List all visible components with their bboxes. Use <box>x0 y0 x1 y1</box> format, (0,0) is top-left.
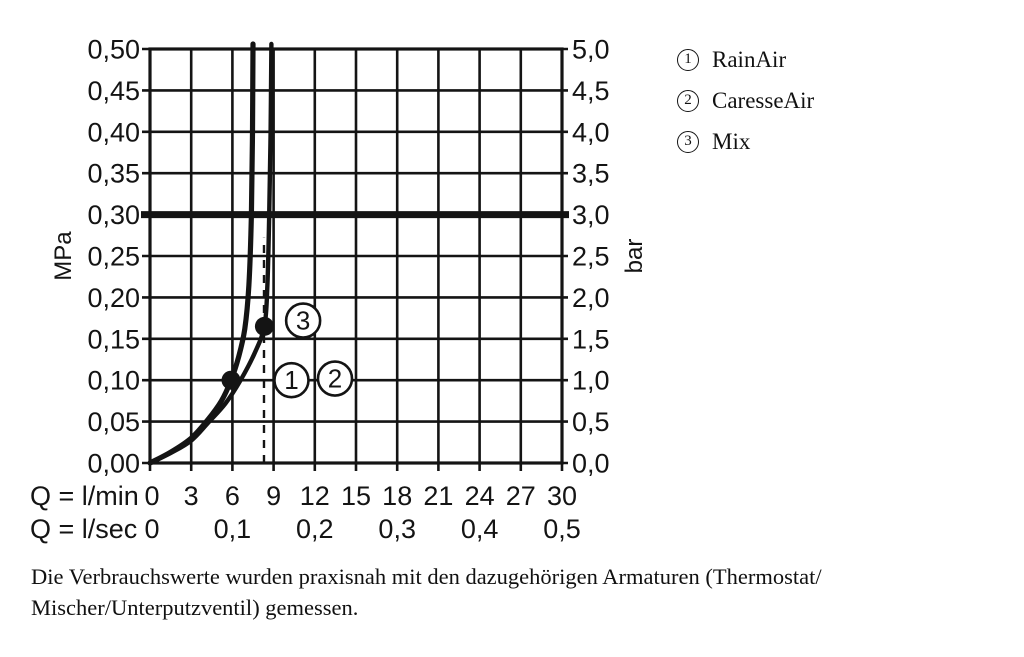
legend-item-mix <box>677 127 814 156</box>
y-axis-left-tick-label: 0,05 <box>87 407 140 438</box>
x-axis-lsec-tick-label: 0,1 <box>213 514 252 544</box>
legend-item-rainair <box>677 45 814 74</box>
y-axis-left-unit-label: MPa <box>50 231 77 281</box>
circled-3-icon: 3 <box>677 131 699 153</box>
x-axis-lsec-row-label: Q = l/sec <box>30 514 138 544</box>
y-axis-left-tick-label: 0,30 <box>87 200 140 231</box>
y-axis-right-tick-label: 0,5 <box>572 407 610 438</box>
curve-rainair-caresseair <box>150 44 253 463</box>
marker-dot <box>255 317 274 336</box>
y-axis-right-tick-label: 5,0 <box>572 34 610 65</box>
caption <box>31 562 996 623</box>
y-axis-left-tick-label: 0,25 <box>87 241 140 272</box>
legend-item-caresseair <box>677 86 814 115</box>
y-axis-right-tick-label: 4,0 <box>572 117 610 148</box>
x-axis-lsec-tick-label: 0,2 <box>296 514 334 544</box>
y-axis-left-tick-label: 0,15 <box>87 324 140 355</box>
circled-2-icon: 2 <box>677 90 699 112</box>
x-axis-lmin-tick-label: 12 <box>299 481 330 511</box>
x-axis-lmin-tick-label: 9 <box>266 481 282 511</box>
callout-number-1: 1 <box>284 365 299 396</box>
circled-1-icon: 1 <box>677 49 699 71</box>
x-axis-lmin-tick-label: 27 <box>505 481 536 511</box>
x-axis-lsec-tick-label: 0,3 <box>378 514 416 544</box>
y-axis-right-tick-label: 4,5 <box>572 75 610 106</box>
x-axis-lmin-tick-label: 3 <box>183 481 199 511</box>
x-axis-lmin-row-label: Q = l/min <box>30 481 139 511</box>
y-axis-right-tick-label: 1,5 <box>572 324 610 355</box>
callout-number-3: 3 <box>295 305 311 336</box>
y-axis-left-tick-label: 0,45 <box>87 75 140 106</box>
x-axis-lmin-tick-label: 30 <box>546 481 578 511</box>
x-axis-lmin-tick-label: 18 <box>382 481 413 511</box>
x-axis-lmin-tick-label: 6 <box>224 481 240 511</box>
caption-line-2: Mischer/Unterputzventil) gemessen. <box>31 594 359 620</box>
x-axis-lmin-tick-label: 24 <box>464 481 495 511</box>
y-axis-right-tick-label: 3,0 <box>572 200 610 231</box>
y-axis-right-tick-label: 3,5 <box>572 158 610 189</box>
y-axis-left-tick-label: 0,50 <box>87 34 140 65</box>
y-axis-right-tick-label: 2,0 <box>572 282 610 313</box>
y-axis-left-tick-label: 0,00 <box>87 448 140 479</box>
x-axis-lmin-tick-label: 0 <box>144 481 160 511</box>
y-axis-left-tick-label: 0,20 <box>87 282 140 313</box>
legend <box>677 45 814 168</box>
y-axis-left-tick-label: 0,35 <box>87 158 140 189</box>
y-axis-left-tick-label: 0,10 <box>87 365 140 396</box>
x-axis-lmin-tick-label: 21 <box>423 481 454 511</box>
y-axis-right-unit-label: bar <box>621 238 648 274</box>
y-axis-left-tick-label: 0,40 <box>87 117 140 148</box>
callout-number-2: 2 <box>327 363 343 394</box>
marker-dot <box>222 371 241 390</box>
x-axis-lmin-tick-label: 15 <box>340 481 372 511</box>
legend-label-rainair: RainAir <box>712 46 787 72</box>
caption-line-1: Die Verbrauchswerte wurden praxisnah mit den dazugehörigen Armaturen (Thermostat/ <box>31 564 822 589</box>
y-axis-right-tick-label: 2,5 <box>572 241 610 272</box>
x-axis-lsec-tick-label: 0,4 <box>460 514 499 544</box>
y-axis-right-tick-label: 1,0 <box>572 365 610 396</box>
legend-label-mix: Mix <box>712 128 751 154</box>
y-axis-right-tick-label: 0,0 <box>572 448 610 479</box>
x-axis-lsec-tick-label: 0,5 <box>543 514 581 544</box>
x-axis-lsec-tick-label: 0 <box>144 514 160 544</box>
legend-label-caresseair: CaresseAir <box>712 87 815 113</box>
